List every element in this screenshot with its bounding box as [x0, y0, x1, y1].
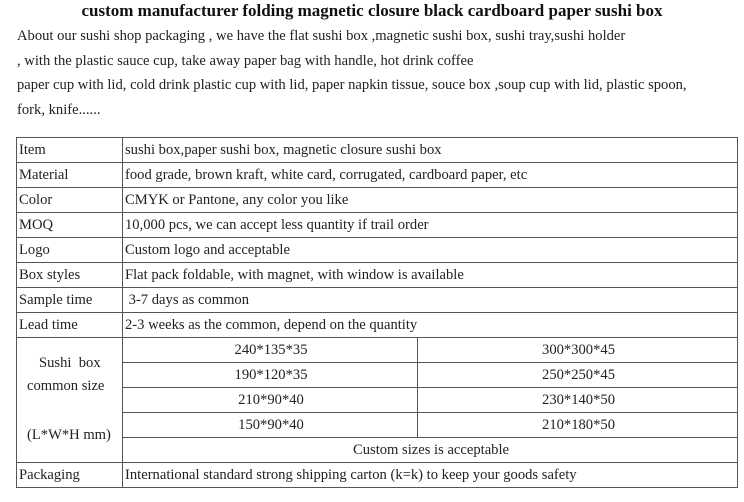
table-row — [17, 338, 738, 363]
size-cell: 250*250*45 — [418, 363, 738, 388]
intro-line: fork, knife...... — [17, 101, 101, 118]
row-label-item: Item — [17, 138, 123, 163]
size-cell: 300*300*45 — [418, 338, 738, 363]
intro-line: paper cup with lid, cold drink plastic cup with lid, paper napkin tissue, souce box ,soup cup with lid, plastic spoon, — [17, 77, 687, 93]
row-value-logo: Custom logo and acceptable — [123, 238, 738, 263]
sushi-size-label-cell — [17, 338, 123, 463]
table-row — [17, 313, 738, 338]
row-value-sample-time: 3-7 days as common — [123, 288, 738, 313]
row-value-moq: 10,000 pcs, we can accept less quantity if trail order — [123, 213, 738, 238]
table-row — [17, 463, 738, 488]
row-value-color: CMYK or Pantone, any color you like — [123, 188, 738, 213]
table-row — [17, 438, 738, 463]
size-cell: 210*180*50 — [418, 413, 738, 438]
intro-paragraph — [17, 24, 742, 122]
row-label-moq: MOQ — [17, 213, 123, 238]
row-label-lead-time: Lead time — [17, 313, 123, 338]
table-row — [17, 388, 738, 413]
row-value-item: sushi box,paper sushi box, magnetic closure sushi box — [123, 138, 738, 163]
size-cell: 190*120*35 — [123, 363, 418, 388]
sushi-label-line: (L*W*H mm) — [27, 427, 111, 443]
table-row — [17, 163, 738, 188]
intro-line: , with the plastic sauce cup, take away paper bag with handle, hot drink coffee — [17, 52, 474, 69]
size-cell: 240*135*35 — [123, 338, 418, 363]
row-label-sample-time: Sample time — [17, 288, 123, 313]
size-cell: 210*90*40 — [123, 388, 418, 413]
row-label-box-styles: Box styles — [17, 263, 123, 288]
table-row — [17, 363, 738, 388]
size-cell: 230*140*50 — [418, 388, 738, 413]
table-row — [17, 138, 738, 163]
sushi-label-line: common size — [27, 378, 105, 394]
sushi-label-line: Sushi box — [39, 355, 101, 371]
table-row — [17, 188, 738, 213]
page-title: custom manufacturer folding magnetic closure black cardboard paper sushi box — [81, 1, 663, 20]
spec-table — [16, 137, 738, 488]
size-cell: 150*90*40 — [123, 413, 418, 438]
row-value-material: food grade, brown kraft, white card, corrugated, cardboard paper, etc — [123, 163, 738, 188]
row-label-packaging: Packaging — [17, 463, 123, 488]
table-row — [17, 413, 738, 438]
row-value-packaging: International standard strong shipping carton (k=k) to keep your goods safety — [123, 463, 738, 488]
table-row — [17, 263, 738, 288]
table-row — [17, 213, 738, 238]
custom-sizes-note: Custom sizes is acceptable — [123, 438, 738, 463]
row-label-material: Material — [17, 163, 123, 188]
row-label-logo: Logo — [17, 238, 123, 263]
row-value-box-styles: Flat pack foldable, with magnet, with window is available — [123, 263, 738, 288]
row-label-color: Color — [17, 188, 123, 213]
table-row — [17, 238, 738, 263]
row-value-lead-time: 2-3 weeks as the common, depend on the quantity — [123, 313, 738, 338]
table-row — [17, 288, 738, 313]
intro-line: About our sushi shop packaging , we have the flat sushi box ,magnetic sushi box, sushi tray,sushi holder — [17, 28, 626, 44]
